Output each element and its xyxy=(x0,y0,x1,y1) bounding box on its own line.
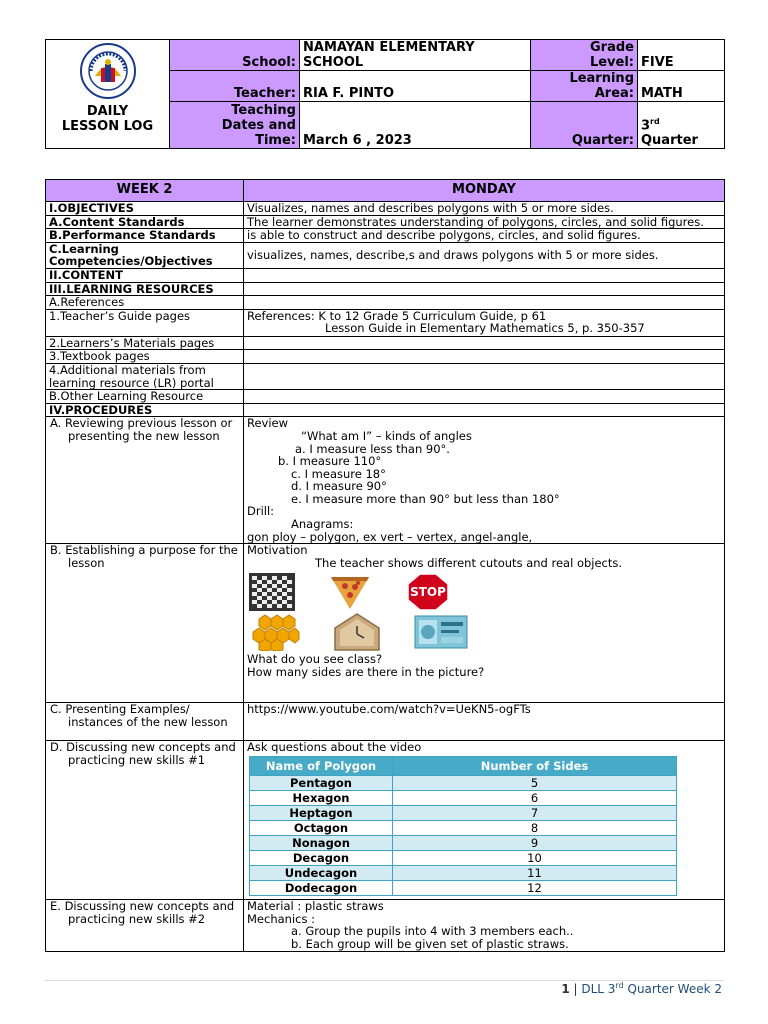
content-standards-text: The learner demonstrates understanding of polygons, circles, and solid figures. xyxy=(244,215,725,229)
proc-e-label: E. Discussing new concepts and practicing new skills #2 xyxy=(46,900,244,951)
objectives-text: Visualizes, names and describes polygons with 5 or more sides. xyxy=(244,202,725,216)
performance-standards-label: B.Performance Standards xyxy=(46,229,244,243)
discuss-intro: Ask questions about the video xyxy=(247,740,422,755)
review-cell: Review “What am I” – kinds of angles a. I measure less than 90°. b. I measure 110° c. I measure 18° d. I measure 90° e. I measure more than 90° but less than 180° Drill: Anagrams: gon ploy – polygon, ex vert – vertex, angel-angle, xyxy=(244,417,725,544)
table-row: Heptagon 7 xyxy=(250,805,677,820)
log-title-1: DAILY xyxy=(86,104,129,119)
tb-pages-label: 3.Textbook pages xyxy=(46,350,244,364)
other-resource-label: B.Other Learning Resource xyxy=(46,390,244,404)
table-row: Pentagon 5 xyxy=(250,775,677,790)
proc-d-label: D. Discussing new concepts and practicing new skills #1 xyxy=(46,741,244,900)
references-text xyxy=(244,296,725,310)
pizza-slice-image xyxy=(327,573,373,611)
day-heading: MONDAY xyxy=(244,180,725,202)
resources-text xyxy=(244,282,725,296)
page-footer xyxy=(561,981,722,996)
additional-materials-label: 4.Additional materials from learning resource (LR) portal xyxy=(46,363,244,389)
area-label: Learning Area: xyxy=(531,71,638,102)
procedures-label: IV.PROCEDURES xyxy=(46,403,244,417)
competencies-text: visualizes, names, describe,s and draws polygons with 5 or more sides. xyxy=(244,242,725,268)
lesson-table xyxy=(45,179,725,952)
log-title-2: LESSON LOG xyxy=(61,119,154,134)
table-row: Decagon 10 xyxy=(250,850,677,865)
references-label: A.References xyxy=(46,296,244,310)
performance-standards-text: is able to construct and describe polygons, circles, and solid figures. xyxy=(244,229,725,243)
page-number: 1 xyxy=(561,982,570,996)
content-text xyxy=(244,268,725,282)
additional-materials-text xyxy=(244,363,725,389)
lm-pages-text xyxy=(244,336,725,350)
quarter-label: Quarter: xyxy=(531,102,638,149)
table-row: Hexagon 6 xyxy=(250,790,677,805)
quarter-value: 3rd Quarter xyxy=(638,102,725,149)
footer-separator: | xyxy=(573,982,578,996)
banknote-image xyxy=(413,613,469,651)
tg-pages-text: References: K to 12 Grade 5 Curriculum Guide, p 61 Lesson Guide in Elementary Mathematics 5, p. 350-357 xyxy=(244,309,725,336)
motivation-text: The teacher shows different cutouts and real objects. xyxy=(315,555,623,570)
week-heading: WEEK 2 xyxy=(46,180,244,202)
polygon-table xyxy=(249,756,677,896)
video-link[interactable]: https://www.youtube.com/watch?v=UeKN5-ogFTs xyxy=(244,703,725,741)
tg-pages-label: 1.Teacher’s Guide pages xyxy=(46,309,244,336)
review-title: Review xyxy=(247,416,289,431)
proc-c-label: C. Presenting Examples/ instances of the new lesson xyxy=(46,703,244,741)
table-row: Nonagon 9 xyxy=(250,835,677,850)
motivation-cell xyxy=(244,544,725,703)
area-value: MATH xyxy=(638,71,725,102)
pentagon-clock-image xyxy=(333,613,381,651)
activity-cell: Material : plastic straws Mechanics : a. Group the pupils into 4 with 3 members each.. b. Each group will be given set of plastic straws. xyxy=(244,900,725,951)
review-prompt: “What am I” – kinds of angles xyxy=(301,428,472,443)
dates-label: Teaching Dates and Time: xyxy=(170,102,300,149)
school-value: NAMAYAN ELEMENTARY SCHOOL xyxy=(300,40,531,71)
proc-a-label: A. Reviewing previous lesson or presenting the new lesson xyxy=(46,417,244,544)
school-label: School: xyxy=(170,40,300,71)
grade-label: Grade Level: xyxy=(531,40,638,71)
footer-caption: DLL 3rd Quarter Week 2 xyxy=(581,981,722,996)
content-standards-label: A.Content Standards xyxy=(46,215,244,229)
table-row: Dodecagon 12 xyxy=(250,880,677,895)
resources-label: III.LEARNING RESOURCES xyxy=(46,282,244,296)
polygon-col-name: Name of Polygon xyxy=(250,756,393,775)
lm-pages-label: 2.Learners’s Materials pages xyxy=(46,336,244,350)
discuss-cell xyxy=(244,741,725,900)
svg-text:STOP: STOP xyxy=(410,585,446,600)
content-label: II.CONTENT xyxy=(46,268,244,282)
deped-seal-icon xyxy=(79,42,137,100)
tb-pages-text xyxy=(244,350,725,364)
polygon-col-sides: Number of Sides xyxy=(393,756,677,775)
honeycomb-image xyxy=(249,613,301,651)
logo-cell xyxy=(46,40,170,149)
motivation-question-2: How many sides are there in the picture? xyxy=(247,665,485,680)
competencies-label: C.Learning Competencies/Objectives xyxy=(46,242,244,268)
objectives-label: I.OBJECTIVES xyxy=(46,202,244,216)
other-resource-text xyxy=(244,390,725,404)
stop-sign-image xyxy=(405,573,451,611)
header-table xyxy=(45,39,725,149)
motivation-title: Motivation xyxy=(247,543,308,558)
dates-value: March 6 , 2023 xyxy=(300,102,531,149)
table-row: Octagon 8 xyxy=(250,820,677,835)
procedures-text xyxy=(244,403,725,417)
grade-value: FIVE xyxy=(638,40,725,71)
chessboard-image xyxy=(249,573,295,611)
teacher-value: RIA F. PINTO xyxy=(300,71,531,102)
picture-row-1 xyxy=(249,573,721,611)
motivation-question-1: What do you see class? xyxy=(247,652,383,667)
teacher-label: Teacher: xyxy=(170,71,300,102)
picture-row-2 xyxy=(249,613,721,651)
table-row: Undecagon 11 xyxy=(250,865,677,880)
proc-b-label: B. Establishing a purpose for the lesson xyxy=(46,544,244,703)
